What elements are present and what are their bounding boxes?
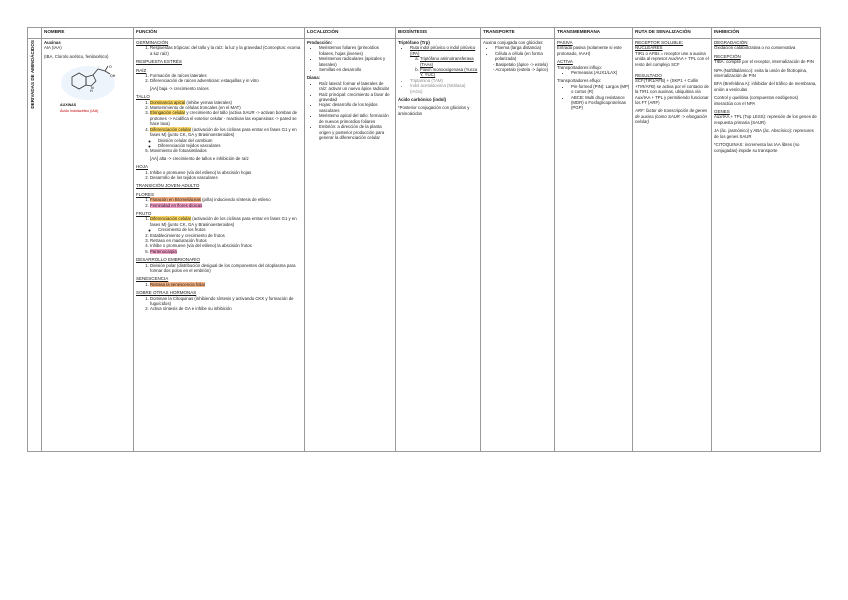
svg-text:H: H: [90, 89, 93, 94]
cell-localizacion: [305, 39, 396, 452]
diana-title: Diana:: [307, 75, 321, 81]
list-item: 2. Desarrollo de los tejidos vasculares: [150, 175, 302, 180]
text-fragment: y crecimiento del tallo (activa SAUR -> activan bombas de protones -> Acidifica el exterior celular - reactivan las expansinas -> pared se hace laxa): [150, 110, 298, 127]
list-item: 1. Respuestas trópicas: del tallo y la raíz: la luz y la gravedad (Conceptos: ecoma a luz raíz): [150, 45, 302, 56]
list-item: 2. Diferenciación de raíces adventicias: estaquillas y in vitro: [150, 78, 302, 83]
arf-text: ARF: factor de transcripción de genes de auxina (como SAUR -> elongación celular): [635, 108, 708, 125]
list-item: • Meristemos radiculares (apicales y laterales): [319, 56, 393, 67]
produccion-title: Producción:: [307, 40, 333, 45]
list-item: • Raíz principal: crecimiento a favor de gravedad: [319, 92, 393, 103]
list-item: ◦ Diferenciación tejidos vasculares: [158, 143, 302, 148]
raiz-note: [AA] baja -> crecimiento raíces: [150, 85, 209, 91]
eflujo-list: [557, 84, 630, 111]
genes-title: GENES: [714, 109, 730, 115]
resultado-text: SCF(TIR1/AFB) + (SKP1 + Cullin +TIR/AFB) se activa por el contacto de la TIR1 con auxinas, ubiquitina vía Aux/IAA + TPL y permitiendo funcionar los FT (ARF): [635, 78, 709, 106]
highlight-diferenciacion: Diferenciación celular: [150, 126, 192, 132]
list-item: [150, 282, 302, 287]
iaa-molecule-image: [58, 63, 118, 101]
list-item: 3. Retraso en maduración frutos: [150, 238, 302, 243]
hormone-name: Auxinas: [44, 40, 61, 45]
list-item: • Meristemo apical del tallo: formación de nuevos primordios foliares: [319, 113, 393, 124]
list-item: [410, 45, 478, 77]
hormone-table: [27, 27, 821, 452]
conj-title: Ácido carbónico (indol): [398, 97, 446, 103]
corner-cell: [28, 28, 42, 39]
list-item: [150, 110, 302, 126]
cell-transporte: [481, 39, 555, 452]
list-item: ◦ Crecimiento de los frutos: [158, 227, 302, 232]
list-item: 2. Mantenimiento de células troncales (en el MAT): [150, 105, 302, 110]
recepcion-item: Control y quelitina (compuestos endógenos) interactúa con el NPA: [714, 95, 799, 106]
degradacion-title: DEGRADACIÓN: [714, 40, 748, 45]
list-item: 2. Activa síntesis de GA e inhibe su inhibición: [150, 306, 302, 311]
list-item: 1. Dominan la Citoquinas (inhibiendo síntesis y activando CKX y formación de fuguícidos): [150, 296, 302, 307]
list-item: b. Flavin monooxigenasa (Yucca Y, YUC): [420, 67, 478, 78]
receptor-text: TIR1 o AFBs = receptor une a auxina unida al represor Aux/IAA + TPL con el resto del complejo SCF: [635, 50, 709, 67]
transicion-title: TRANSICIÓN JOVEN-ADULTO: [136, 183, 200, 189]
genes-item: Aux/IAA + TPL (Top LESS): represión de los genes de respuesta primaria (SAUR): [714, 114, 817, 125]
tallo-list: [136, 100, 302, 154]
fruto-title: FRUTO: [136, 210, 152, 216]
col-header-biosintesis: BIOSÍNTESIS: [396, 28, 481, 39]
list-item: • Semillas en desarrollo: [319, 67, 393, 72]
col-header-transmembrana: TRANSMEMBRANA: [555, 28, 633, 39]
list-item: 1. Inhibe o promueve (vía del etileno) la abscisión hojas: [150, 170, 302, 175]
highlight-diferenciacion-fruto: Diferenciación celular: [150, 216, 192, 222]
list-item: 1. Formación de raíces laterales: [150, 73, 302, 78]
trp-title: Triptófano (Trp): [398, 40, 430, 45]
auxinas-row: [28, 39, 821, 452]
list-item: • Triptamina (TAM): [410, 78, 478, 83]
col-header-localizacion: LOCALIZCIÓN: [305, 28, 396, 39]
row-label-cell: [28, 39, 42, 452]
list-item: • Embrión: a dirección de la planta origen y posterior producción para generar la diferenciación celular: [319, 124, 393, 140]
resultado-title: RESULTADO: [635, 73, 662, 79]
list-item: [150, 203, 302, 208]
fruto-list: [136, 216, 302, 254]
list-item: • Indol acetaldoxima (Nitrilasa) (IAOx): [410, 83, 478, 94]
cell-nombre: [42, 39, 134, 452]
flores-list: [136, 197, 302, 208]
embrion-title: DESARROLLO EMBRIONARIO: [136, 257, 201, 263]
tallo-title: TALLO: [136, 94, 150, 100]
header-row: [28, 28, 821, 39]
svg-text:O: O: [109, 65, 112, 70]
germinacion-title: GERMINACIÓN: [136, 40, 169, 45]
conj-note: *Posterior conjugación con glúcidos y aminoácidos: [398, 105, 470, 116]
list-item: • Meristemos foliares (primordios foliares, hojas jóvenes): [319, 45, 393, 56]
molecule-caption: Ácido Indolacético (IAA): [60, 108, 99, 113]
transporte-extra: - Acropetalo (estela -> ápice): [493, 67, 549, 73]
trp-sublist: [410, 56, 478, 78]
col-header-inhibicion: INHIBICIÓN: [712, 28, 821, 39]
recepcion-item: NPA (Naftiltalámico): evita la unión de fitotropina, internalización de PIN: [714, 67, 808, 79]
list-item: a. Triptófano aminotransferasa (TAAs): [420, 56, 478, 67]
list-item: • Célula a célula (en forma polarizada): [495, 51, 552, 62]
eflujo-title: Transportadores eflujo:: [557, 78, 602, 84]
list-item: • Hojas: desarrollo de los tejidos vasculares: [319, 102, 393, 113]
list-item: • Pin-formed (PIN): Largos (MP) o cortos (R): [571, 84, 630, 95]
genes-item: *CITOQUINAS: incrementa las IAA libres (no conjugadas) impide su transporte: [714, 142, 800, 153]
col-header-transporte: TRANSPORTE: [481, 28, 555, 39]
col-header-funcion: FUNCIÓN: [134, 28, 305, 39]
senescencia-title: SENESCENCIA: [136, 276, 169, 282]
highlight-floracion: Floración en Bromeliáceas: [150, 197, 201, 203]
raiz-title: RAÍZ: [136, 67, 147, 73]
cell-funcion: [134, 39, 305, 452]
tallo-sublist: [150, 138, 302, 149]
influjo-title: Transportadores influjo:: [557, 64, 602, 70]
list-item: [150, 127, 302, 149]
text-fragment: (activación de los ciclinas para entrar en fases G1 y en fases M) (junto CK, GA y Brasinoesteroides): [150, 216, 297, 227]
list-item: ◦ División celular del cambium: [158, 138, 302, 143]
list-item: 2. Establecimiento y crecimiento de frutos: [150, 233, 302, 238]
estres-title: RESPUESTA ESTRÉS: [136, 59, 182, 65]
pasiva-text: Entrada pasiva (solamente si este protonado, IAAH): [557, 45, 622, 56]
row-label: DERIVADAS DE AMINOÁCIDOS: [30, 40, 35, 109]
otras-title: SOBRE OTRAS HORMONAS: [136, 290, 197, 296]
diana-list: [307, 81, 393, 140]
list-item: • ABCB: Multi drug resistance (MDR) o Fosfoglicoproteínas (PGP): [571, 95, 630, 111]
transporte-intro: Auxina conjugada con glúcidos:: [483, 40, 544, 45]
pasiva-title: PASIVA: [557, 40, 573, 45]
highlight-senescencia: Retrasa la senescencia foliar: [150, 281, 206, 287]
flores-title: FLORES: [136, 191, 155, 197]
recepcion-item: TIBA: compite por el receptor, internalización de PIN: [714, 59, 814, 65]
cell-ruta: [633, 39, 712, 452]
highlight-partenocarpia: Partenocarpia: [150, 248, 177, 254]
hormone-synonyms: (IBA, Clorolo acético, fenilacético): [44, 53, 109, 59]
text-fragment: (piña) induciendo síntesis de etileno: [200, 197, 271, 203]
highlight-elongacion: Elongación celular: [150, 110, 186, 116]
degradacion-text: Oxidación catabolizativa o no conservativa: [714, 45, 796, 51]
receptor-title: RECEPTOR SOLUBLE: NUCLEARES: [635, 40, 684, 51]
list-item: [150, 249, 302, 254]
otras-list: [136, 296, 302, 312]
col-header-nombre: NOMBRE: [42, 28, 134, 39]
tallo-note: [AA] alta -> crecimiento de tallos e inhibición de raíz: [150, 155, 249, 161]
highlight-dominancia: Dominancia apical: [150, 99, 186, 105]
list-item: 4. Inhibe o promueve (vía del etileno) la abscisión frutos: [150, 243, 302, 248]
cell-inhibicion: [712, 39, 821, 452]
embrion-list: [136, 263, 302, 274]
cell-biosintesis: [396, 39, 481, 452]
hormone-abbrev: AIA (IAA): [44, 45, 62, 51]
cell-transmembrana: [555, 39, 633, 452]
recepcion-title: RECEPCIÓN: [714, 53, 741, 59]
list-item: [150, 216, 302, 232]
genes-item: JA (ác. jasmónico) y ABA (ác. Abscísico): represores de los genes SAUR: [714, 128, 814, 139]
produccion-list: [307, 45, 393, 72]
recepcion-item: BFA (Brefeldina A): inhibidor del tráfico de membrana, unión a vesículas: [714, 81, 817, 92]
text-fragment: Ruta indol pirúvico o indol pirúvico (IPA): [410, 45, 476, 56]
text-fragment: (inhibe yemas laterales): [185, 99, 232, 105]
raiz-list: [136, 73, 302, 84]
col-header-ruta: RUTA DE SENALIZACIÓN: [633, 28, 712, 39]
svg-text:OH: OH: [110, 74, 116, 79]
svg-text:N: N: [91, 86, 94, 91]
hoja-title: HOJA: [136, 164, 149, 170]
list-item: • Raíz lateral: formar el laterales de raíz: activar un nuevo ápice radicular: [319, 81, 393, 92]
text-fragment: (activación de los ciclinas para entrar en fases G1 y en fases M) (junto CK, GA y Brasinoesteroides): [150, 126, 297, 138]
activa-title: ACTIVA: [557, 59, 573, 65]
list-item: • Permeasas (AUX1/LAX): [571, 70, 630, 75]
senescencia-list: [136, 282, 302, 287]
hormone-summary-sheet: [27, 27, 820, 447]
molecule-label: AUXINAS: [60, 103, 77, 108]
trp-list: [398, 45, 478, 94]
list-item: 5. Movimiento de fotoasimilados: [150, 148, 302, 153]
germinacion-list: [136, 45, 302, 56]
transporte-extra: - Basipetalo (ápice -> estela): [493, 61, 548, 67]
list-item: • Floema (larga distancia): [495, 45, 552, 50]
list-item: 1. División polar (distribución desigual de los componentes del citoplasma para formar dos polos en el embrión): [150, 263, 302, 274]
transporte-list: [483, 45, 552, 61]
highlight-feminidad: Feminidad en flores dioicas: [150, 202, 203, 208]
hoja-list: [136, 170, 302, 181]
